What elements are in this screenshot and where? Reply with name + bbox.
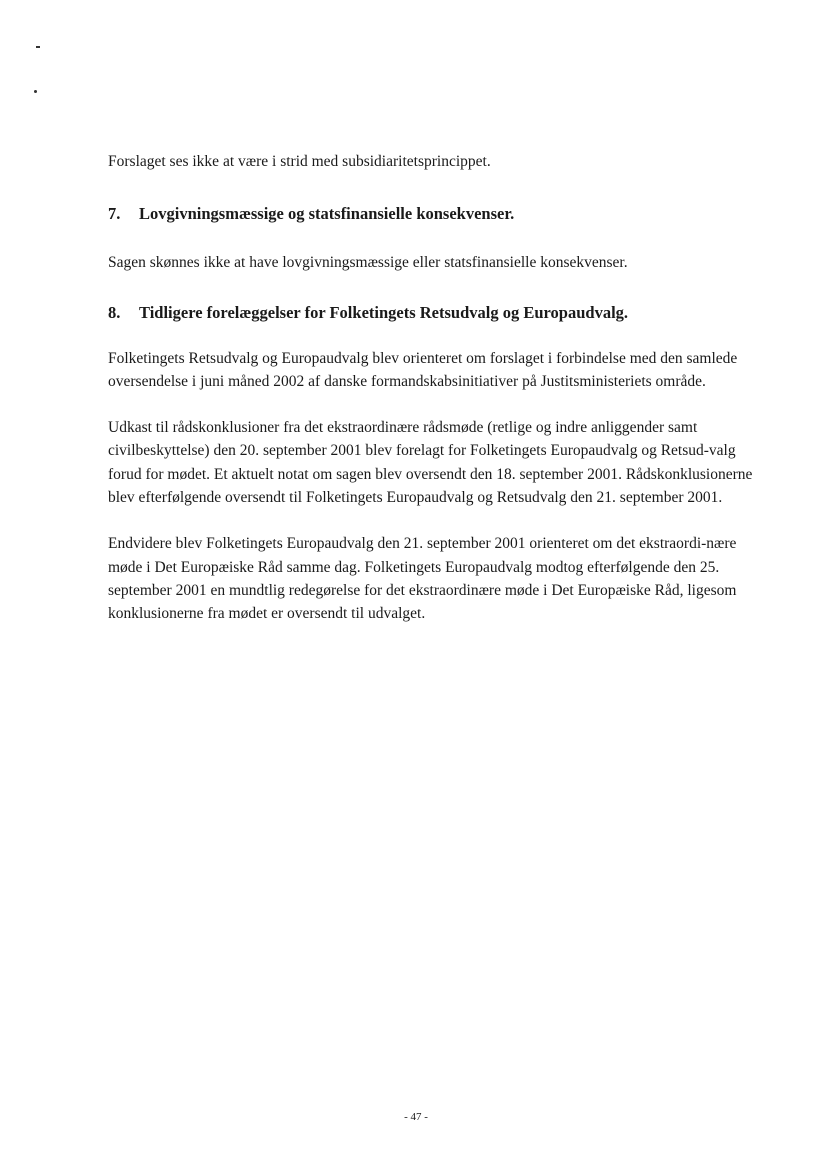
section-8-number: 8. [108, 302, 121, 322]
document-body [108, 150, 763, 626]
section-7-number: 7. [108, 204, 121, 224]
paragraph-european-council: Endvidere blev Folketingets Europaudvalg den 21. september 2001 orienteret om det ekstraordi-nære møde i Det Europæiske Råd samme dag. Folketingets Europaudvalg modtog efterfølgende den 25. september 2001 en mundtlig redegørelse for det ekstraordinære møde i Det Europæiske Råd, ligesom konklusionerne fra mødet er oversendt til udvalget. [108, 535, 737, 623]
section-8-heading [108, 302, 763, 324]
paragraph-consequences: Sagen skønnes ikke at have lovgivningsmæssige eller statsfinansielle konsekvenser. [108, 254, 628, 272]
paragraph-subsidiarity: Forslaget ses ikke at være i strid med subsidiaritetsprincippet. [108, 153, 491, 170]
scan-mark-bottom [34, 90, 37, 93]
section-7-title: Lovgivningsmæssige og statsfinansielle konsekvenser. [139, 204, 515, 224]
scan-mark-top [36, 46, 40, 48]
page-number: - 47 - [404, 1111, 428, 1123]
paragraph-orientation: Folketingets Retsudvalg og Europaudvalg blev orienteret om forslaget i forbindelse med den samlede oversendelse i juni måned 2002 af danske formandskabsinitiativer på Justitsministeriets område. [108, 349, 738, 390]
section-8-title: Tidligere forelæggelser for Folketingets Retsudvalg og Europaudvalg. [139, 302, 629, 322]
section-7-heading [108, 203, 763, 225]
paragraph-council-conclusions: Udkast til rådskonklusioner fra det ekstraordinære rådsmøde (retlige og indre anliggender samt civilbeskyttelse) den 20. september 2001 blev forelagt for Folketingets Europaudvalg og Retsud-valg forud for mødet. Et aktuelt notat om sagen blev oversendt den 18. september 2001. Rådskonklusionerne blev efterfølgende oversendt til Folketingets Europaudvalg og Retsudvalg den 21. september 2001. [108, 419, 753, 507]
